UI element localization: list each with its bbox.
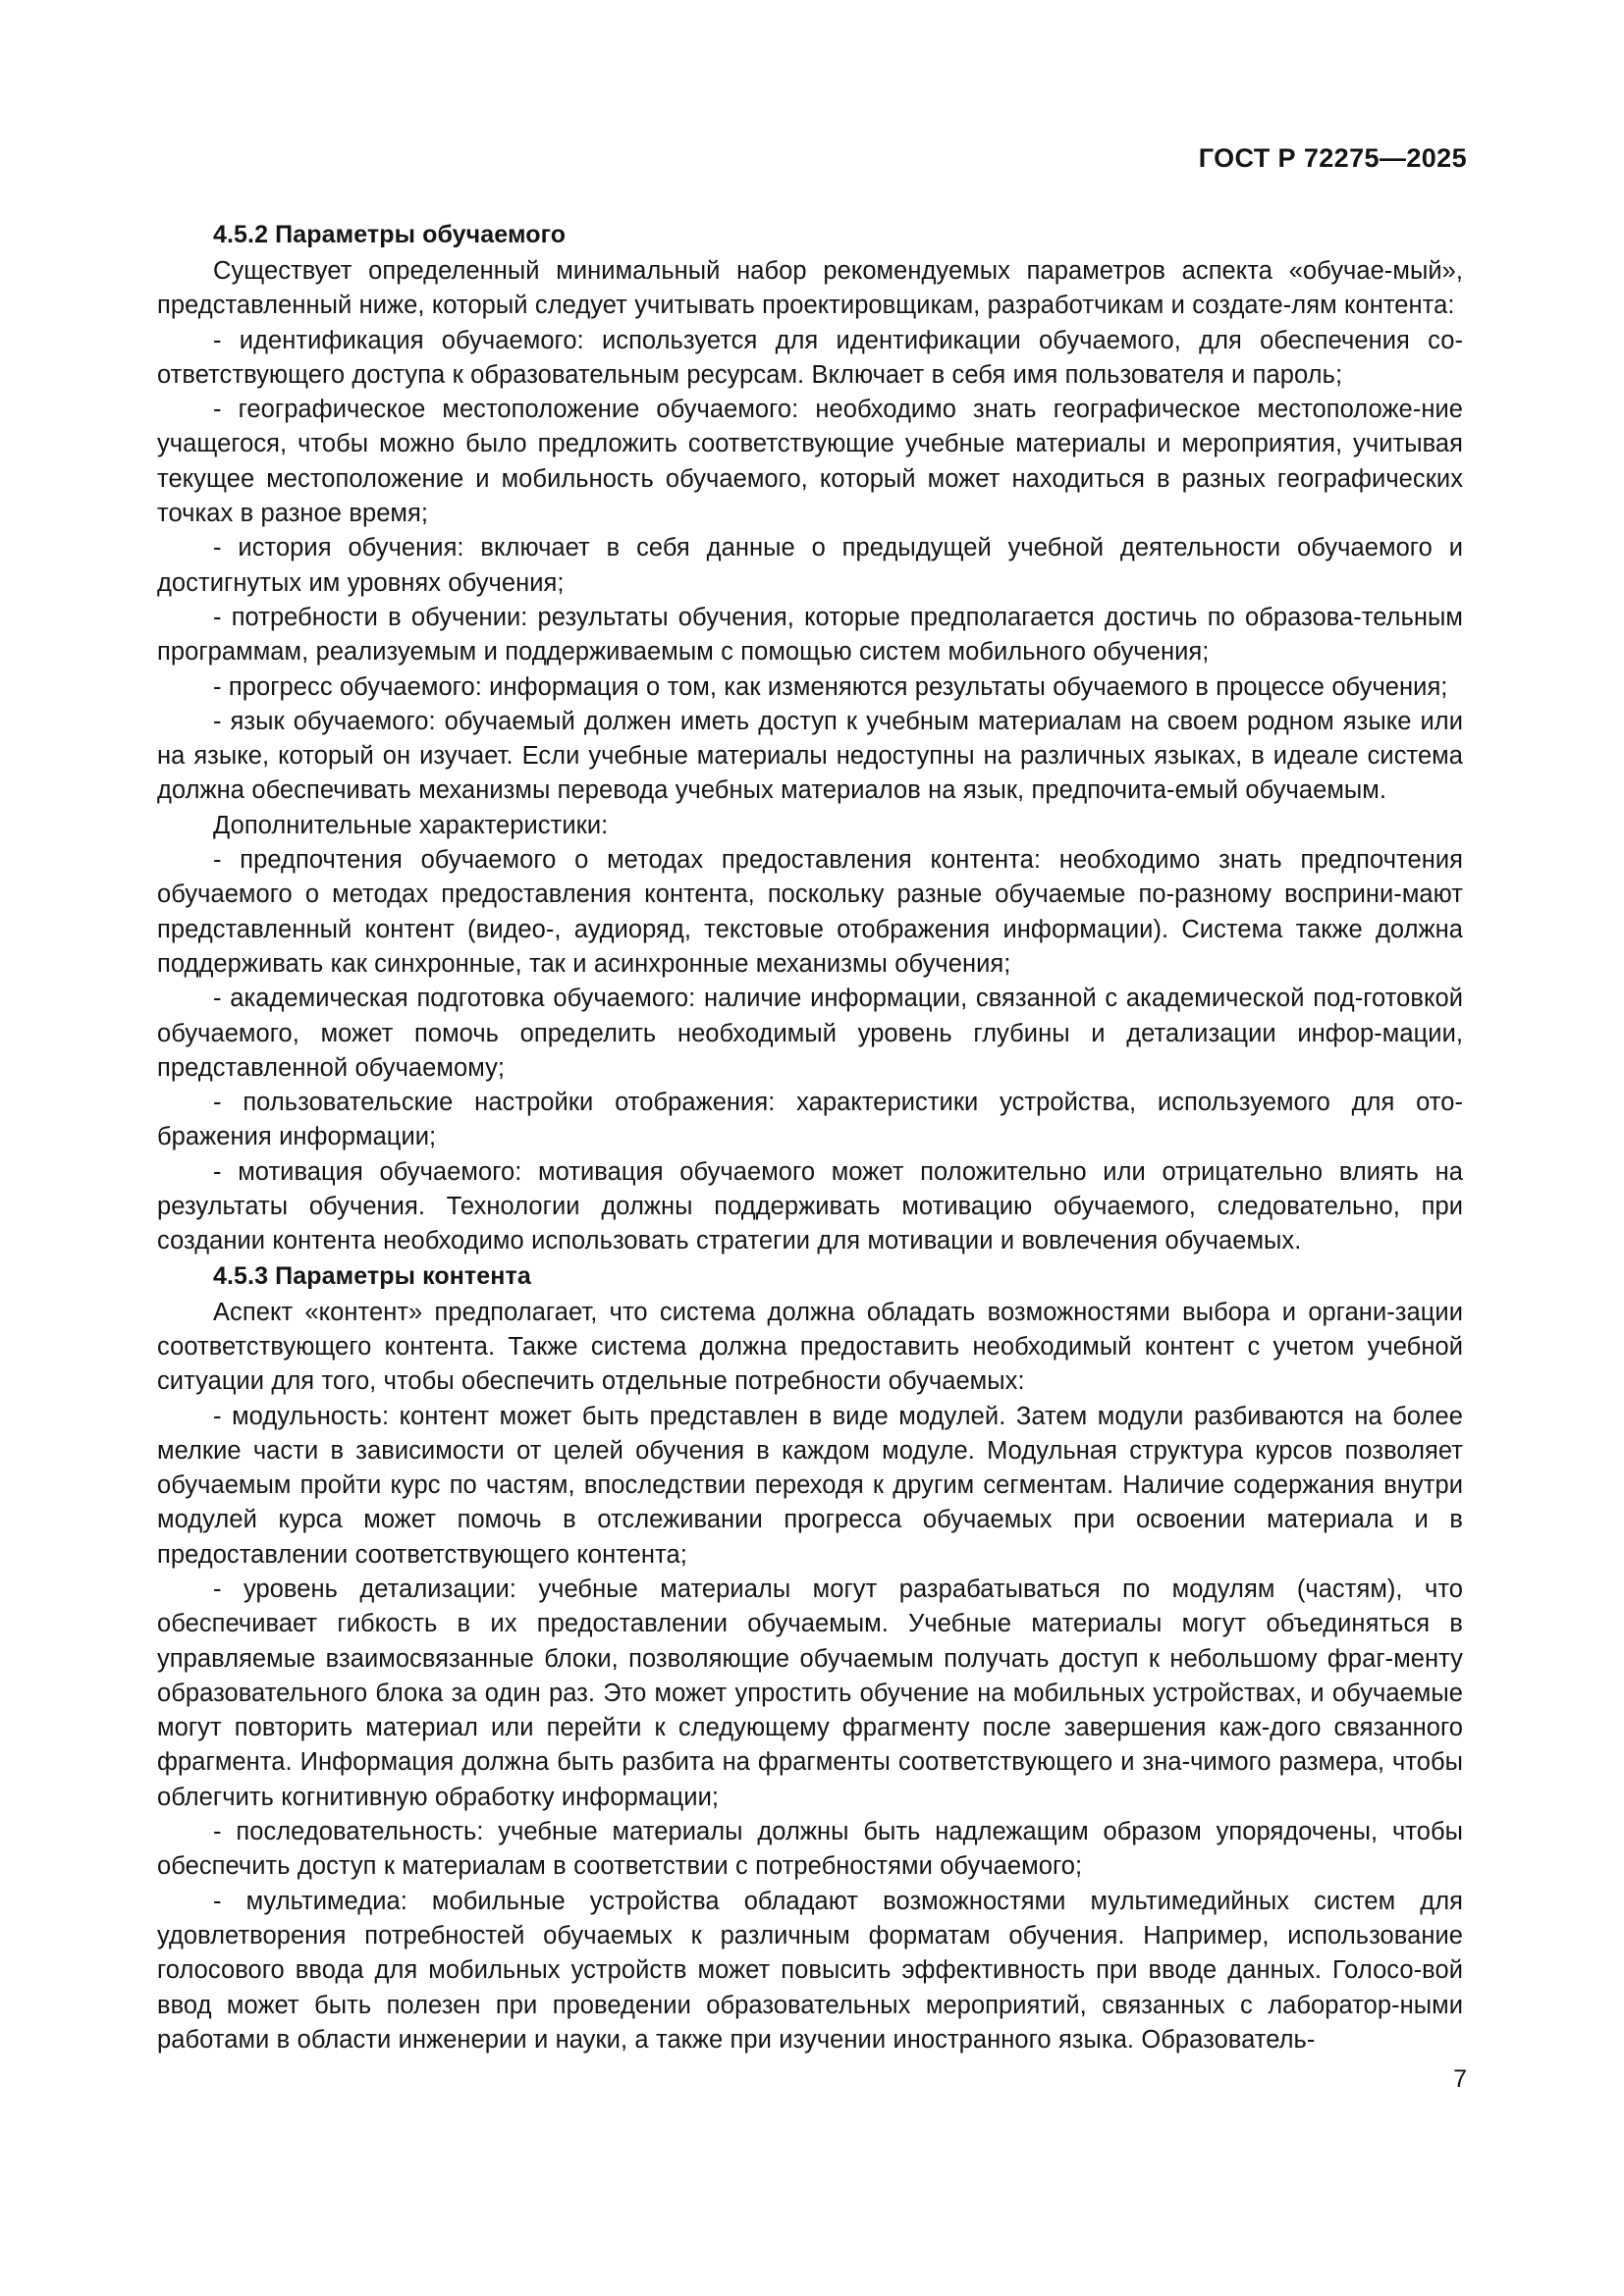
list-item: - история обучения: включает в себя данные о предыдущей учебной деятельности обучаемого и достигнутых им уровнях обучения; (157, 534, 1463, 597)
list-item: - потребности в обучении: результаты обучения, которые предполагается достичь по образова-тельным программам, реализуемым и поддерживаемым с помощью систем мобильного обучения; (157, 603, 1463, 667)
running-header (157, 145, 1467, 179)
list-item: - предпочтения обучаемого о методах предоставления контента: необходимо знать предпочтения обучаемого о методах предоставления контента, поскольку разные обучаемые по-разному восприни-мают представленный контент (видео-, аудиоряд, текстовые отображения информации). Система также должна поддерживать как синхронные, так и асинхронные механизмы обучения; (157, 846, 1463, 978)
section-heading-4-5-2: 4.5.2 Параметры обучаемого (213, 221, 567, 248)
list-item: - пользовательские настройки отображения: характеристики устройства, используемого для ото-бражения информации; (157, 1089, 1463, 1151)
list-item: - уровень детализации: учебные материалы могут разрабатываться по модулям (частям), что обеспечивает гибкость в их предоставлении обучаемым. Учебные материалы могут объединяться в управляемые взаимосвязанные блоки, позволяющие обучаемым получать доступ к небольшому фраг-менту образовательного блока за один раз. Это может упростить обучение на мобильных устройствах, и обучаемые могут повторить материал или перейти к следующему фрагменту после завершения каж-дого связанного фрагмента. Информация должна быть разбита на фрагменты соответствующего и зна-чимого размера, чтобы облегчить когнитивную обработку информации; (157, 1575, 1463, 1811)
list-item: - язык обучаемого: обучаемый должен иметь доступ к учебным материалам на своем родном языке или на языке, который он изучает. Если учебные материалы недоступны на различных языках, в идеале система должна обеспечивать механизмы перевода учебных материалов на язык, предпочита-емый обучаемым. (157, 707, 1463, 805)
list-item: - идентификация обучаемого: используется для идентификации обучаемого, для обеспечения со-ответствующего доступа к образовательным ресурсам. Включает в себя имя пользователя и пароль; (157, 326, 1463, 389)
paragraph: Дополнительные характеристики: (213, 811, 609, 839)
list-item: - географическое местоположение обучаемого: необходимо знать географическое местоположе-ние учащегося, чтобы можно было предложить соответствующие учебные материалы и мероприятия, учитывая текущее местоположение и мобильность обучаемого, который может находиться в разных географических точках в разное время; (157, 396, 1463, 528)
page-body (157, 218, 1463, 2057)
document-reference: ГОСТ Р 72275—2025 (1198, 143, 1467, 173)
list-item: - мультимедиа: мобильные устройства обладают возможностями мультимедийных систем для удовлетворения потребностей обучаемых к различным форматам обучения. Например, использование голосового ввода для мобильных устройств может повысить эффективность при вводе данных. Голосо-вой ввод может быть полезен при проведении образовательных мероприятий, связанных с лаборатор-ными работами в области инженерии и науки, а также при изучении иностранного языка. Образователь- (157, 1887, 1463, 2054)
list-item: - прогресс обучаемого: информация о том, как изменяются результаты обучаемого в процессе обучения; (213, 672, 1448, 701)
page-number: 7 (1453, 2065, 1467, 2093)
list-item: - модульность: контент может быть представлен в виде модулей. Затем модули разбиваются на более мелкие части в зависимости от целей обучения в каждом модуле. Модульная структура курсов позволяет обучаемым пройти курс по частям, впоследствии переходя к другим сегментам. Наличие содержания внутри модулей курса может помочь в отслеживании прогресса обучаемых при освоении материала и в предоставлении соответствующего контента; (157, 1402, 1463, 1569)
list-item: - последовательность: учебные материалы должны быть надлежащим образом упорядочены, чтобы обеспечить доступ к материалам в соответствии с потребностями обучаемого; (157, 1818, 1463, 1881)
list-item: - мотивация обучаемого: мотивация обучаемого может положительно или отрицательно влиять на результаты обучения. Технологии должны поддерживать мотивацию обучаемого, следовательно, при создании контента необходимо использовать стратегии для мотивации и вовлечения обучаемых. (157, 1157, 1463, 1255)
list-item: - академическая подготовка обучаемого: наличие информации, связанной с академической под-готовкой обучаемого, может помочь определить необходимый уровень глубины и детализации инфор-мации, представленной обучаемому; (157, 985, 1463, 1082)
paragraph: Аспект «контент» предполагает, что система должна обладать возможностями выбора и органи-зации соответствующего контента. Также система должна предоставить необходимый контент с учетом учебной ситуации для того, чтобы обеспечить отдельные потребности обучаемых: (157, 1298, 1463, 1396)
section-heading-4-5-3: 4.5.3 Параметры контента (213, 1261, 531, 1290)
paragraph: Существует определенный минимальный набор рекомендуемых параметров аспекта «обучае-мый», представленный ниже, который следует учитывать проектировщикам, разработчикам и создате-лям контента: (157, 257, 1463, 320)
